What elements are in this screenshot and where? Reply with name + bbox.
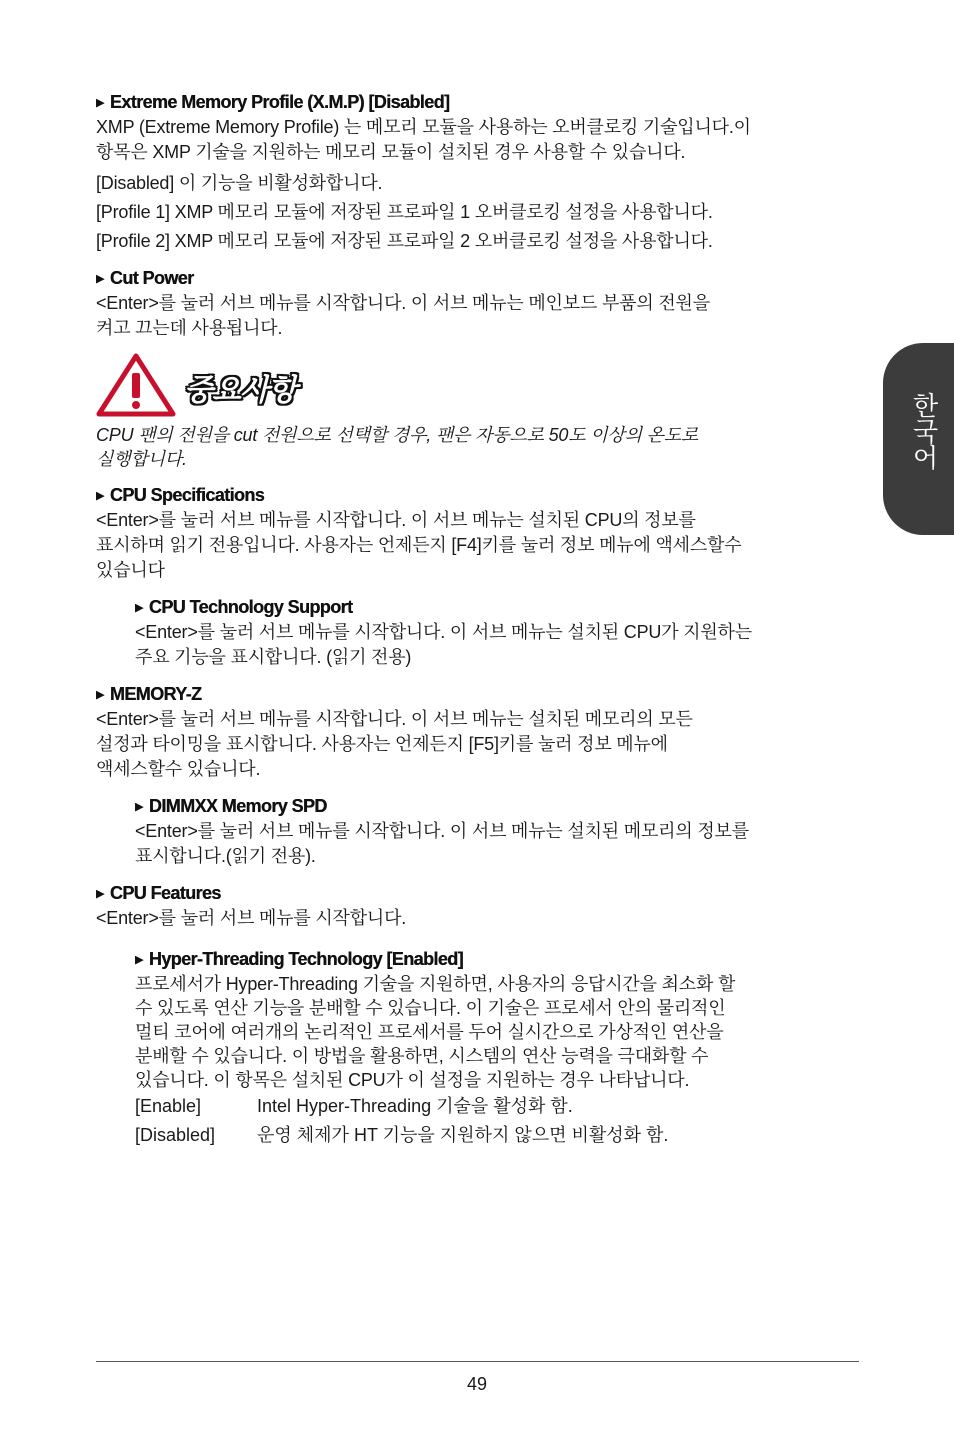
section-body (135, 819, 866, 869)
body-line: 표시하며 읽기 전용입니다. 사용자는 언제든지 [F4]키를 눌러 정보 메뉴에 액세스할수 (96, 535, 742, 555)
body-line: 표시합니다.(읽기 전용). (135, 846, 316, 866)
section-body (96, 906, 866, 931)
section-dimm-memory-spd (135, 794, 866, 869)
body-line: XMP (Extreme Memory Profile) 는 메모리 모듈을 사용하는 오버클로킹 기술입니다.이 (96, 117, 751, 137)
section-body (96, 291, 866, 341)
section-body (135, 620, 866, 670)
section-heading: ▶ Extreme Memory Profile (X.M.P) [Disabled] (96, 90, 866, 115)
body-line: <Enter>를 눌러 서브 메뉴를 시작합니다. (96, 908, 407, 928)
section-heading: ▶ CPU Features (96, 881, 866, 906)
section-heading: ▶ Hyper-Threading Technology [Enabled] (135, 947, 866, 972)
section-heading: ▶ CPU Specifications (96, 483, 866, 508)
section-cpu-features (96, 881, 866, 931)
section-heading: ▶ CPU Technology Support (135, 595, 866, 620)
section-body (96, 115, 866, 254)
bullet-icon: ▶ (96, 97, 104, 109)
bullet-icon: ▶ (96, 490, 104, 502)
body-line: 멀티 코어에 여러개의 논리적인 프로세서를 두어 실시간으로 가상적인 연산을 (135, 1022, 724, 1042)
important-callout (96, 353, 866, 419)
section-xmp (96, 90, 866, 254)
body-line: 분배할 수 있습니다. 이 방법을 활용하면, 시스템의 연산 능력을 극대화할 수 (135, 1046, 709, 1066)
option-desc: Intel Hyper-Threading 기술을 활성화 함. (257, 1096, 573, 1116)
section-memory-z (96, 682, 866, 782)
warning-triangle-icon (96, 353, 176, 417)
body-line: 설정과 타이밍을 표시합니다. 사용자는 언제든지 [F5]키를 눌러 정보 메뉴에 (96, 734, 668, 754)
body-line: 프로세서가 Hyper-Threading 기술을 지원하면, 사용자의 응답시간을 최소화 할 (135, 974, 736, 994)
section-cut-power (96, 266, 866, 341)
body-line: 있습니다. 이 항목은 설치된 CPU가 이 설정을 지원하는 경우 나타납니다. (135, 1070, 690, 1090)
section-hyper-threading (135, 947, 866, 1150)
body-line: 주요 기능을 표시합니다. (읽기 전용) (135, 647, 412, 667)
note-line: 실행합니다. (96, 449, 187, 469)
body-line: 켜고 끄는데 사용됩니다. (96, 318, 283, 338)
section-heading: ▶ MEMORY-Z (96, 682, 866, 707)
important-title: 중요사항 (184, 374, 296, 407)
option-key: [Enable] (135, 1096, 202, 1116)
note-line: CPU 팬의 전원을 cut 전원으로 선택할 경우, 팬은 자동으로 50도 이상의 온도로 (96, 425, 699, 445)
body-line: <Enter>를 눌러 서브 메뉴를 시작합니다. 이 서브 메뉴는 설치된 메모리의 정보를 (135, 821, 749, 841)
section-body (96, 508, 866, 583)
option-key: [Disabled] (135, 1125, 216, 1145)
bullet-icon: ▶ (135, 801, 143, 813)
section-cpu-technology-support (135, 595, 866, 670)
body-line: 항목은 XMP 기술을 지원하는 메모리 모듈이 설치된 경우 사용할 수 있습니다. (96, 142, 686, 162)
important-note (96, 423, 866, 471)
bullet-icon: ▶ (135, 954, 143, 966)
body-line: [Disabled] 이 기능을 비활성화합니다. (96, 173, 383, 193)
section-body (135, 972, 866, 1092)
bullet-icon: ▶ (135, 602, 143, 614)
body-line: <Enter>를 눌러 서브 메뉴를 시작합니다. 이 서브 메뉴는 설치된 CPU의 정보를 (96, 510, 696, 530)
body-line: 액세스할수 있습니다. (96, 759, 261, 779)
section-cpu-specifications (96, 483, 866, 583)
body-line: <Enter>를 눌러 서브 메뉴를 시작합니다. 이 서브 메뉴는 설치된 CPU가 지원하는 (135, 622, 752, 642)
section-heading: ▶ Cut Power (96, 266, 866, 291)
option-row (135, 1121, 866, 1150)
body-line: [Profile 2] XMP 메모리 모듈에 저장된 프로파일 2 오버클로킹 설정을 사용합니다. (96, 231, 713, 251)
section-body (96, 707, 866, 782)
language-tab-label: 한국어 (909, 392, 939, 470)
footer-divider (96, 1361, 859, 1362)
page-number: 49 (466, 1374, 488, 1394)
body-line: <Enter>를 눌러 서브 메뉴를 시작합니다. 이 서브 메뉴는 메인보드 부품의 전원을 (96, 293, 710, 313)
page-content (96, 90, 866, 1162)
bullet-icon: ▶ (96, 689, 104, 701)
body-line: 수 있도록 연산 기능을 분배할 수 있습니다. 이 기술은 프로세서 안의 물리적인 (135, 998, 726, 1018)
body-line: 있습니다 (96, 560, 165, 580)
body-line: [Profile 1] XMP 메모리 모듈에 저장된 프로파일 1 오버클로킹 설정을 사용합니다. (96, 202, 713, 222)
option-desc: 운영 체제가 HT 기능을 지원하지 않으면 비활성화 함. (257, 1125, 669, 1145)
bullet-icon: ▶ (96, 273, 104, 285)
option-row (135, 1092, 866, 1121)
body-line: <Enter>를 눌러 서브 메뉴를 시작합니다. 이 서브 메뉴는 설치된 메모리의 모든 (96, 709, 693, 729)
bullet-icon: ▶ (96, 888, 104, 900)
section-heading: ▶ DIMMXX Memory SPD (135, 794, 866, 819)
